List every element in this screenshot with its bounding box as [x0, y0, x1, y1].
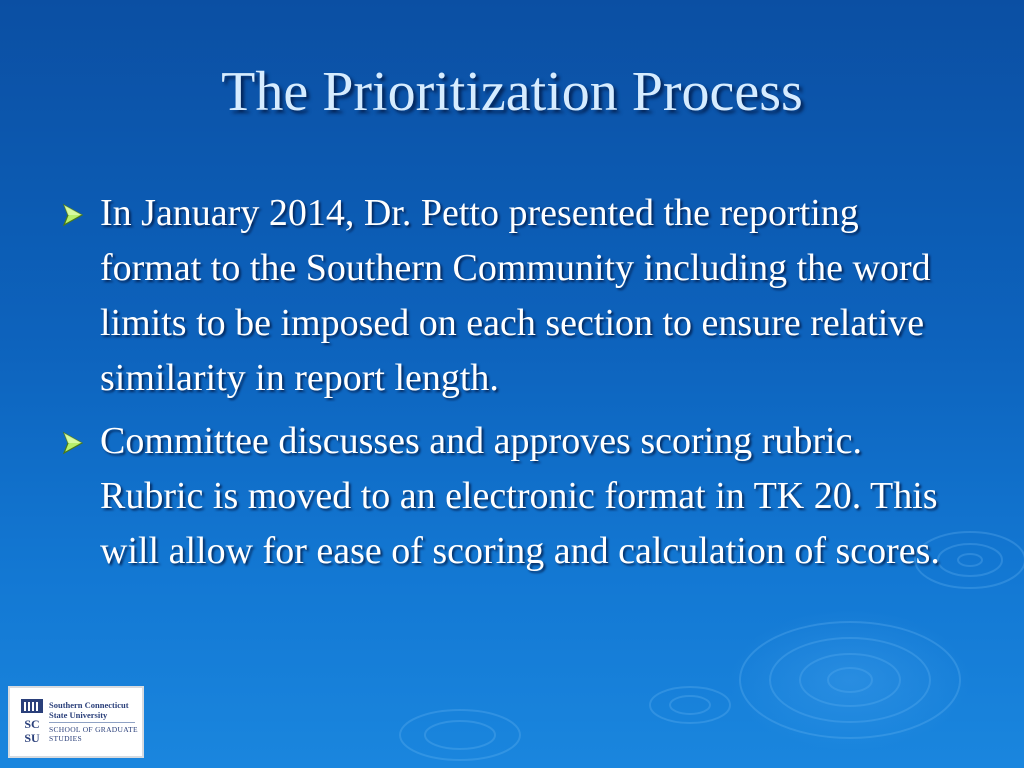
arrow-bullet-icon — [60, 431, 86, 455]
svg-text:SC: SC — [24, 717, 40, 731]
school-name: SCHOOL OF GRADUATE STUDIES — [49, 725, 138, 743]
bullet-item — [60, 414, 965, 579]
slide-title: The Prioritization Process — [221, 61, 803, 123]
university-name: Southern Connecticut State University — [49, 700, 129, 720]
university-seal-icon — [20, 698, 44, 748]
logo-divider — [49, 722, 135, 723]
scsu-logo — [8, 686, 144, 758]
bullet-text: Committee discusses and approves scoring rubric. Rubric is moved to an electronic format in TK 20. This will allow for ease of scoring and calculation of scores. — [100, 420, 940, 572]
svg-text:SU: SU — [24, 731, 40, 745]
bullet-item — [60, 186, 965, 406]
arrow-bullet-icon — [60, 203, 86, 227]
bullet-text: In January 2014, Dr. Petto presented the reporting format to the Southern Community including the word limits to be imposed on each section to ensure relative similarity in report length. — [100, 192, 931, 399]
bullet-list — [60, 186, 965, 587]
